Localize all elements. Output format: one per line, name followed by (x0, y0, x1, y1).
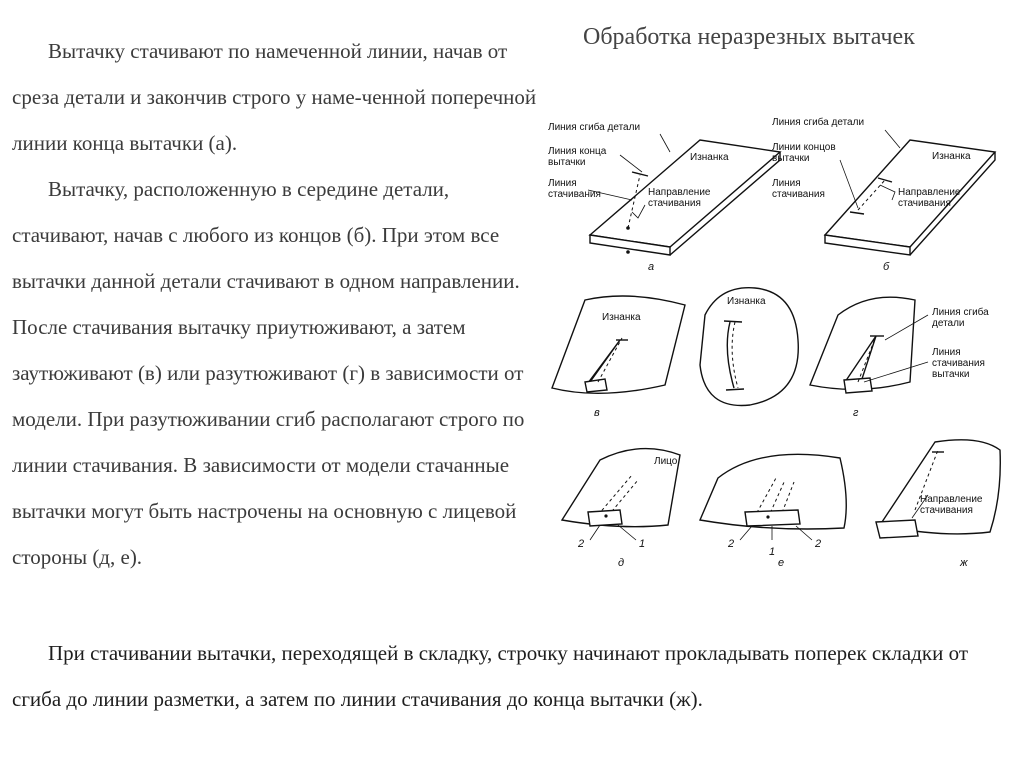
panel-e-number-1: 1 (769, 546, 776, 558)
panel-mid-end-mark-bottom (726, 389, 744, 390)
panel-e-number-2b: 2 (815, 538, 822, 550)
panel-v-folded-tab (585, 379, 607, 392)
paragraph-2: Вытачку, расположенную в середине детали, стачивают, начав с любого из концов (б). При этом все вытачки данной детали стачивают в одном направлении. После стачивания вытачку приутюживают, а затем заутюживают (в) или разутюживают (г) в зависимости от модели. При разутюживании сгиб располагают строго по линии стачивания. В зависимости от модели стачанные вытачки могут быть настрочены на основную с лицевой стороны (д, е). (12, 177, 525, 569)
panel-a-direction-label-1: Направление (648, 187, 711, 198)
left-text-block (12, 28, 542, 580)
panel-d-face-label: Лицо (654, 456, 678, 467)
panel-b-leader-end (840, 160, 858, 208)
panel-g-caption: г (853, 407, 859, 419)
panel-v-wrong-side-label: Изнанка (602, 312, 641, 323)
panel-d-number-1: 1 (639, 538, 646, 550)
panel-g-fold-label-1: Линия сгиба (932, 307, 989, 318)
panel-mid-wrong-side-label: Изнанка (727, 296, 766, 307)
panel-a-fold-label: Линия сгиба детали (548, 122, 641, 133)
panel-e-folded-tab (745, 510, 800, 526)
panel-b (772, 116, 995, 273)
panel-b-dart-end-label-2: вытачки (772, 153, 810, 164)
panel-a-dart-end-label-2: вытачки (548, 157, 586, 168)
panel-d-caption: д (618, 557, 625, 569)
panel-zh-direction-label-1: Направление (920, 494, 983, 505)
panel-a-caption: а (648, 261, 655, 273)
dart-processing-figure (540, 100, 1020, 580)
panel-d-number-2: 2 (578, 538, 585, 550)
panel-zh-direction-label-2: стачивания (920, 505, 973, 516)
panel-zh-caption: ж (960, 557, 968, 569)
panel-b-dart-end-label-1: Линии концов (772, 142, 836, 153)
paragraph-3: При стачивании вытачки, переходящей в складку, строчку начинают прокладывать поперек складки от сгиба до линии разметки, а затем по линии стачивания до конца вытачки (ж). (12, 641, 969, 711)
panel-b-direction-label-2: стачивания (898, 198, 951, 209)
panel-g (810, 297, 989, 419)
panel-a-dot (626, 226, 630, 230)
panel-e-leader-2a (740, 526, 752, 540)
bottom-text-block (12, 630, 1012, 722)
panel-e (700, 454, 846, 569)
panel-zh-sheet (880, 440, 1000, 534)
panel-a-leader-end (620, 155, 642, 172)
panel-a (548, 121, 780, 273)
panel-g-stitch-label-1: Линия (932, 347, 961, 358)
panel-d-dot (604, 514, 607, 517)
page-title: Обработка неразрезных вытачек (583, 24, 915, 50)
panel-a-dart-end-mark (632, 172, 648, 176)
panel-d-leader-2 (590, 525, 600, 540)
panel-b-fold-label: Линия сгиба детали (772, 117, 865, 128)
panel-v-caption: в (594, 407, 600, 419)
panel-g-folded-tab (844, 378, 872, 393)
panel-b-stitch-label-1: Линия (772, 178, 801, 189)
panel-g-stitch-label-2: стачивания (932, 358, 985, 369)
panel-a-dot-2 (626, 250, 630, 254)
panel-b-leader-fold (885, 130, 900, 148)
panel-g-stitch-label-3: вытачки (932, 369, 970, 380)
panel-b-wrong-side-label: Изнанка (932, 151, 971, 162)
panel-d-folded-tab (588, 510, 622, 526)
panel-mid-end-mark-top (724, 321, 742, 322)
panel-b-stitch-label-2: стачивания (772, 189, 825, 200)
panel-e-caption: е (778, 557, 785, 569)
panel-a-stitch-label-1: Линия (548, 178, 577, 189)
panel-zh (876, 440, 1000, 569)
panel-e-dot (766, 515, 769, 518)
panel-g-fold-label-2: детали (932, 318, 965, 329)
panel-e-number-2a: 2 (728, 538, 735, 550)
paragraph-1: Вытачку стачивают по намеченной линии, начав от среза детали и закончив строго у наме-ченной поперечной линии конца вытачки (а). (12, 39, 537, 155)
panel-mid (700, 288, 798, 406)
panel-zh-folded-tab (876, 520, 918, 538)
panel-a-wrong-side-label: Изнанка (690, 152, 729, 163)
figure-svg (540, 100, 1020, 580)
panel-b-caption: б (883, 261, 890, 273)
panel-d (562, 449, 680, 569)
panel-b-direction-label-1: Направление (898, 187, 961, 198)
panel-a-stitch-label-2: стачивания (548, 189, 601, 200)
panel-a-leader-fold (660, 134, 670, 152)
panel-v (552, 296, 685, 419)
panel-a-direction-label-2: стачивания (648, 198, 701, 209)
panel-a-dart-end-label-1: Линия конца (548, 146, 607, 157)
